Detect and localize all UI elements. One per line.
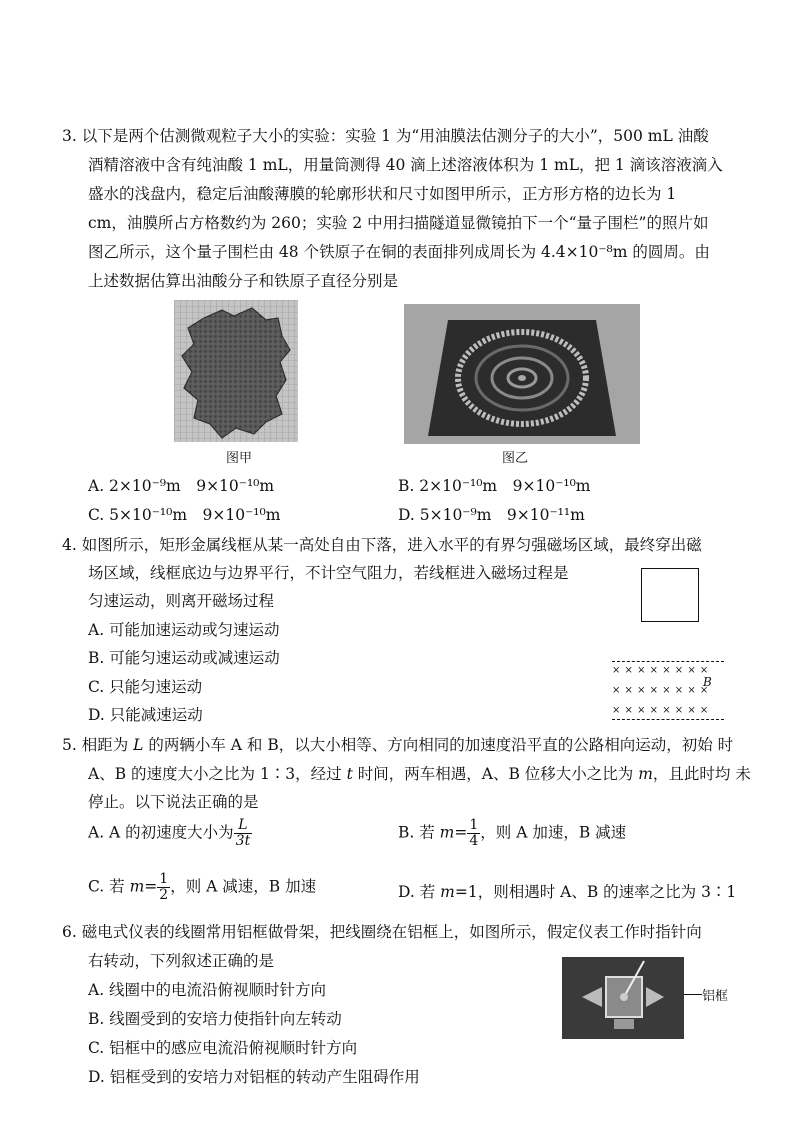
q5-option-a (88, 818, 252, 849)
figure-quantum-corral (404, 304, 640, 444)
q5-option-c (88, 872, 316, 903)
figure-meter-photo (562, 957, 684, 1039)
q3-option-b: B. 2×10⁻¹⁰m 9×10⁻¹⁰m (398, 477, 591, 495)
q5-option-d-text: =1，则相遇时 A、B 的速率之比为 3∶1 (454, 883, 737, 901)
q5-var-m: m (440, 883, 455, 901)
metal-frame-square (641, 568, 699, 622)
q5-text: 5. 相距为 (62, 736, 134, 754)
q4-option-b: B. 可能匀速运动或减速运动 (88, 649, 280, 667)
q5-option-d (398, 880, 736, 902)
q3-option-d: D. 5×10⁻⁹m 9×10⁻¹¹m (398, 506, 585, 524)
q4-stem-line-1: 4. 如图所示，矩形金属线框从某一高处自由下落，进入水平的有界匀强磁场区域，最终穿出磁 (62, 536, 702, 554)
q4-option-d: D. 只能减速运动 (88, 706, 203, 724)
q6-option-c: C. 铝框中的感应电流沿俯视顺时针方向 (88, 1039, 358, 1057)
q4-stem-line-3: 匀速运动，则离开磁场过程 (88, 592, 275, 610)
field-upper-boundary (612, 661, 724, 662)
q5-text: 时间，两车相遇，A、B 位移大小之比为 (352, 765, 639, 783)
q3-stem-line-3: 盛水的浅盘内，稳定后油酸薄膜的轮廓形状和尺寸如图甲所示，正方形方格的边长为 1 (88, 185, 677, 203)
q6-stem-line-1: 6. 磁电式仪表的线圈常用铝框做骨架，把线圈绕在铝框上，如图所示，假定仪表工作时指针向 (62, 923, 702, 941)
q4-option-a: A. 可能加速运动或匀速运动 (88, 621, 280, 639)
meter-image (562, 957, 684, 1039)
q6-option-d: D. 铝框受到的安培力对铝框的转动产生阻碍作用 (88, 1068, 420, 1086)
fraction-l-over-3t (234, 818, 253, 849)
q5-var-m: m (638, 765, 653, 783)
equals-sign: = (144, 877, 158, 896)
q5-option-d-text: D. 若 (398, 883, 441, 901)
q6-stem-line-2: 右转动，下列叙述正确的是 (88, 952, 275, 970)
q5-stem-line-3: 停止。以下说法正确的是 (88, 793, 259, 811)
field-label-b: B (703, 675, 712, 689)
fraction-one-quarter (467, 818, 480, 849)
fraction-denominator: 3t (235, 833, 251, 849)
q5-option-b-text: ，则 A 加速，B 减速 (480, 823, 627, 842)
figure-oil-film (174, 300, 298, 442)
q3-stem-line-2: 酒精溶液中含有纯油酸 1 mL，用量筒测得 40 滴上述溶液体积为 1 mL，把 1 滴该溶液滴入 (88, 156, 723, 174)
q5-option-b-text: B. 若 (398, 823, 440, 842)
fraction-numerator: 1 (159, 871, 169, 887)
q3-stem-line-4: cm，油膜所占方格数约为 260；实验 2 中用扫描隧道显微镜拍下一个“量子围栏”的照片如 (88, 214, 709, 232)
q5-var-l: L (133, 736, 144, 754)
q5-stem-line-1 (62, 735, 733, 755)
field-row-3: × × × × × × × × (612, 705, 709, 716)
field-row-1: × × × × × × × × (612, 665, 709, 676)
q6-option-a: A. 线圈中的电流沿俯视顺时针方向 (88, 981, 327, 999)
meter-label-pointer-line (684, 994, 702, 995)
q3-stem-line-5: 图乙所示，这个量子围栏由 48 个铁原子在铜的表面排列成周长为 4.4×10⁻⁸m 的圆周。由 (88, 243, 710, 261)
q5-var-t: t (346, 765, 353, 783)
q4-option-c: C. 只能匀速运动 (88, 678, 203, 696)
q3-option-c: C. 5×10⁻¹⁰m 9×10⁻¹⁰m (88, 506, 281, 524)
figure-b-caption: 图乙 (502, 451, 529, 466)
q5-text: A、B 的速度大小之比为 1∶3，经过 (88, 765, 347, 783)
q3-stem-line-1: 3. 以下是两个估测微观粒子大小的实验：实验 1 为“用油膜法估测分子的大小”，500 mL 油酸 (62, 127, 709, 145)
q5-text: ，且此时均 未 (652, 765, 751, 783)
fraction-one-half (157, 872, 170, 903)
q5-var-m: m (129, 877, 145, 896)
q6-option-b: B. 线圈受到的安培力使指针向左转动 (88, 1010, 342, 1028)
q5-option-c-text: ，则 A 减速，B 加速 (170, 877, 317, 896)
figure-a-caption: 图甲 (226, 451, 253, 466)
aluminum-frame-label: 铝框 (702, 989, 729, 1004)
q5-stem-line-2 (88, 764, 751, 784)
fraction-denominator: 2 (159, 887, 169, 903)
q4-stem-line-2: 场区域，线框底边与边界平行，不计空气阻力，若线框进入磁场过程是 (88, 564, 569, 582)
quantum-corral-image (404, 304, 640, 444)
q5-option-a-text: A. A 的初速度大小为 (88, 823, 234, 842)
q3-option-a: A. 2×10⁻⁹m 9×10⁻¹⁰m (88, 477, 275, 495)
q5-var-m: m (439, 823, 455, 842)
q5-option-c-text: C. 若 (88, 877, 130, 896)
field-row-2: × × × × × × × × (612, 685, 709, 696)
oil-film-image (174, 300, 298, 442)
q5-option-b (398, 818, 626, 849)
q5-text: 的两辆小车 A 和 B，以大小相等、方向相同的加速度沿平直的公路相向运动，初始 时 (143, 736, 734, 754)
fraction-numerator: L (234, 818, 253, 834)
equals-sign: = (454, 823, 468, 842)
field-lower-boundary (612, 719, 724, 720)
q3-stem-line-6: 上述数据估算出油酸分子和铁原子直径分别是 (88, 272, 399, 290)
fraction-denominator: 4 (469, 833, 479, 849)
fraction-numerator: 1 (469, 817, 479, 833)
